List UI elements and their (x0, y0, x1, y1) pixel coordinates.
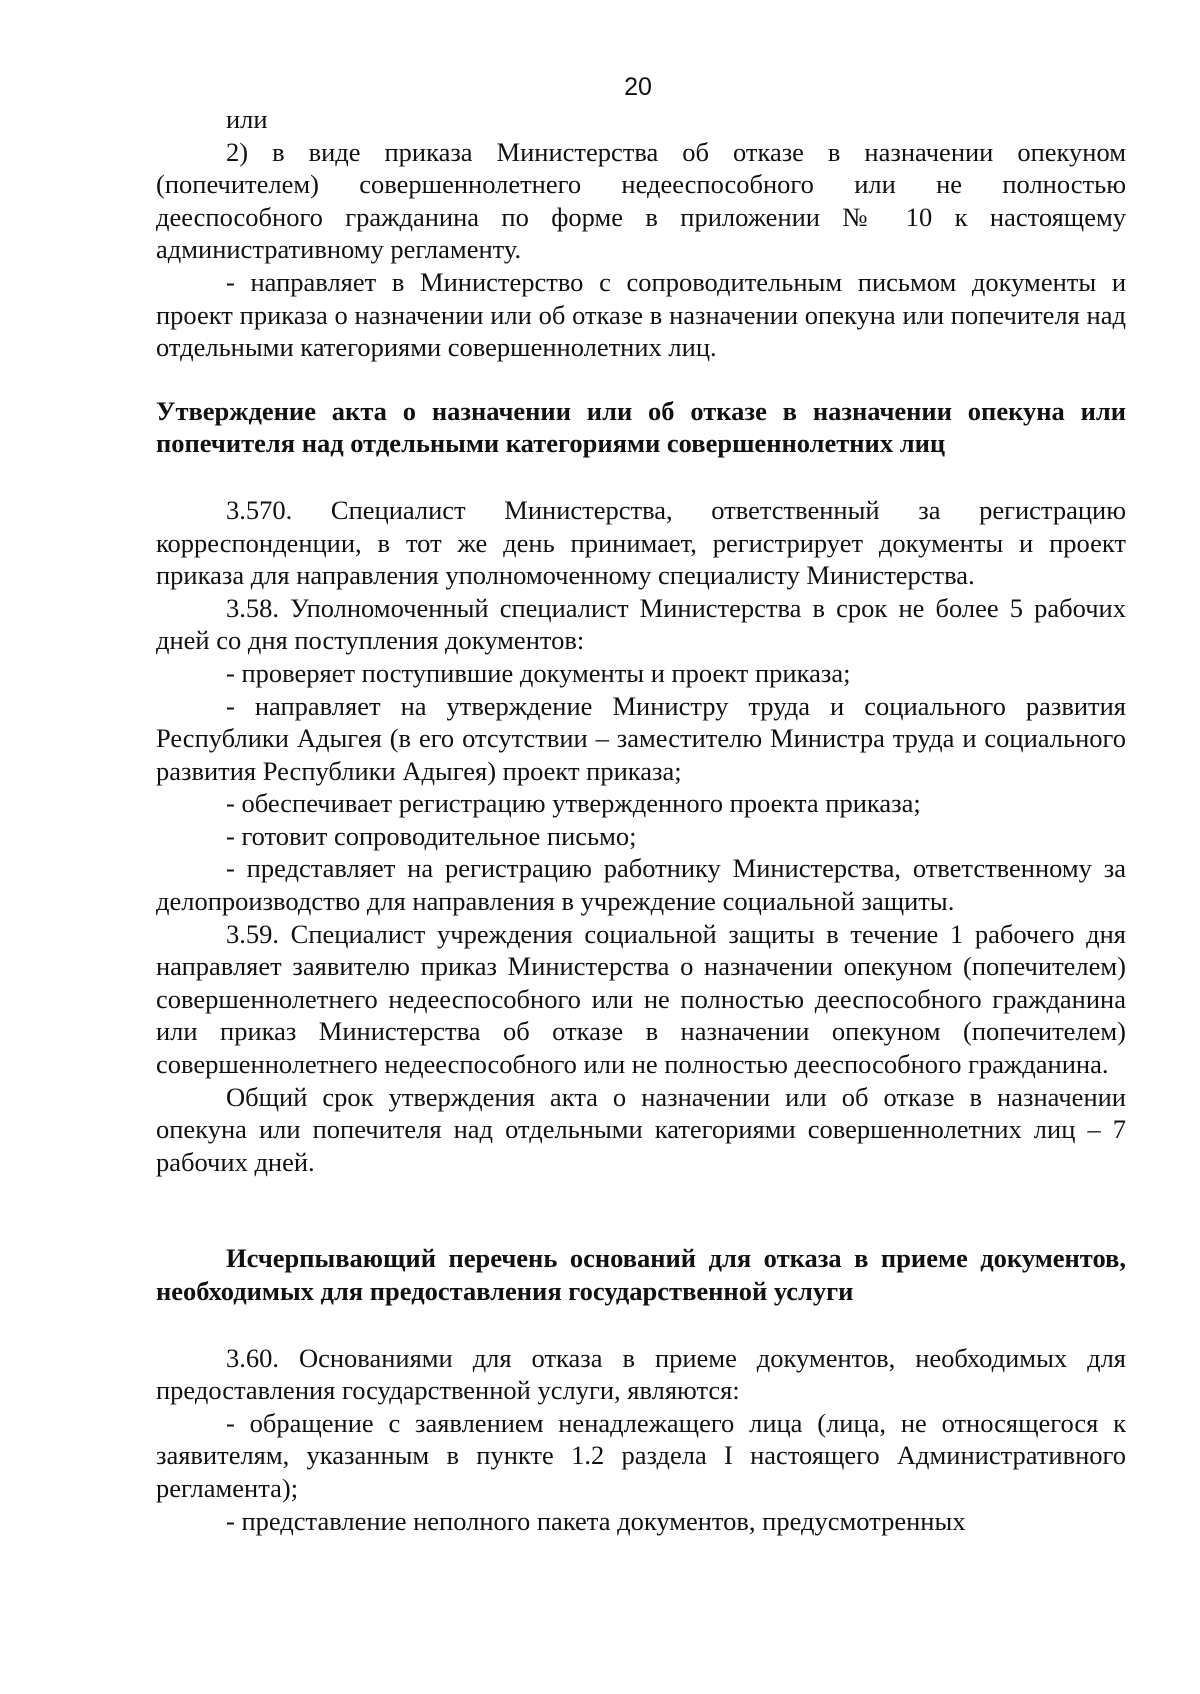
paragraph: - представление неполного пакета документов, предусмотренных (226, 1505, 966, 1536)
paragraph: - обеспечивает регистрацию утвержденного проекта приказа; (226, 788, 921, 819)
paragraph: - представляет на регистрацию работнику Министерства, ответственному за делопроизводство для направления в учреждение социальной защиты. (156, 853, 1126, 917)
paragraph: 3.58. Уполномоченный специалист Министерства в срок не более 5 рабочих дней со дня поступления документов: (156, 592, 1126, 656)
spacer (156, 364, 1126, 395)
paragraph: или (226, 104, 268, 134)
spacer (156, 1178, 1126, 1242)
paragraph: - готовит сопроводительное письмо; (226, 820, 637, 851)
paragraph: 3.59. Специалист учреждения социальной защиты в течение 1 рабочего дня направляет заявителю приказ Министерства о назначении опекуном (попечителем) совершеннолетнего недееспособного или не полностью дееспособного гражданина или приказ Министерства об отказе в назначении опекуном (попечителем) совершеннолетнего недееспособного или не полностью дееспособного гражданина. (156, 918, 1126, 1080)
spacer (156, 1308, 1126, 1342)
paragraph: - направляет в Министерство с сопроводительным письмом документы и проект приказа о назначении или об отказе в назначении опекуна или попечителя над отдельными категориями совершеннолетних лиц. (156, 266, 1126, 363)
paragraph: 2) в виде приказа Министерства об отказе в назначении опекуном (попечителем) совершеннолетнего недееспособного или не полностью дееспособного гражданина по форме в приложении № 10 к настоящему административному регламенту. (156, 136, 1126, 265)
paragraph: 3.570. Специалист Министерства, ответственный за регистрацию корреспонденции, в тот же день принимает, регистрирует документы и проект приказа для направления уполномоченному специалисту Министерства. (156, 494, 1126, 591)
document-body (156, 103, 1126, 1537)
paragraph: - проверяет поступившие документы и проект приказа; (226, 657, 851, 688)
page-number: 20 (624, 73, 652, 101)
section-heading: Исчерпывающий перечень оснований для отказа в приеме документов, необходимых для предоставления государственной услуги (156, 1243, 1126, 1306)
section-heading: Утверждение акта о назначении или об отказе в назначении опекуна или попечителя над отдельными категориями совершеннолетних лиц (156, 395, 1126, 459)
spacer (156, 460, 1126, 494)
paragraph: - направляет на утверждение Министру труда и социального развития Республики Адыгея (в его отсутствии – заместителю Министра труда и социального развития Республики Адыгея) проект приказа; (156, 690, 1126, 786)
paragraph: 3.60. Основаниями для отказа в приеме документов, необходимых для предоставления государственной услуги, являются: (156, 1342, 1126, 1406)
paragraph: Общий срок утверждения акта о назначении или об отказе в назначении опекуна или попечителя над отдельными категориями совершеннолетних лиц – 7 рабочих дней. (156, 1081, 1126, 1177)
paragraph: - обращение с заявлением ненадлежащего лица (лица, не относящегося к заявителям, указанным в пункте 1.2 раздела I настоящего Административного регламента); (156, 1407, 1126, 1503)
